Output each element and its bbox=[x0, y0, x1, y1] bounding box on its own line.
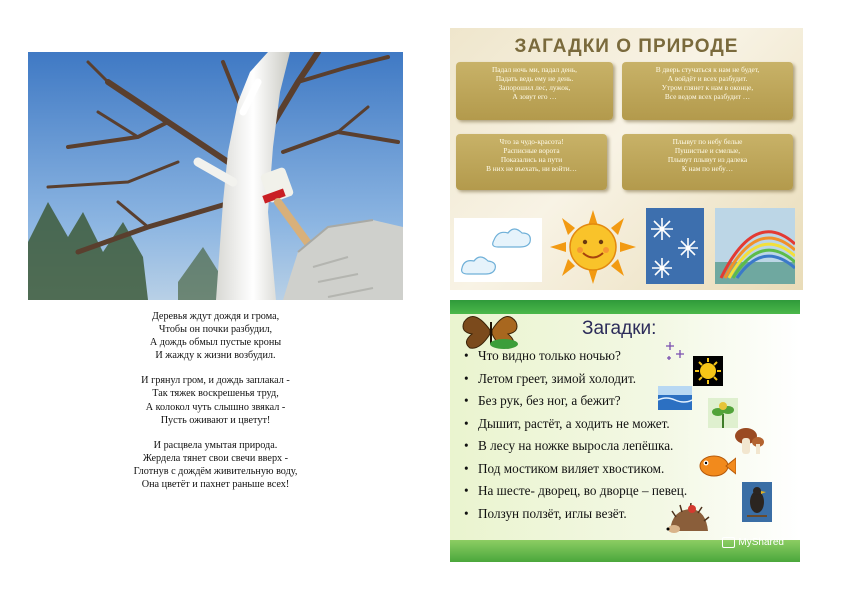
watermark-text: MyShared bbox=[738, 537, 784, 548]
list-item bbox=[464, 345, 687, 368]
poem-stanza-3 bbox=[28, 439, 403, 491]
poem-line: Жердела тянет свои свечи вверх - bbox=[142, 452, 289, 464]
poem-line: И грянул гром, и дождь заплакал - bbox=[141, 375, 290, 387]
poem-line: А дождь обмыл пустые кроны bbox=[149, 337, 282, 349]
riddle-box-rainbow bbox=[456, 134, 607, 190]
fish-icon bbox=[696, 450, 736, 482]
list-item-text: Летом греет, зимой холодит. bbox=[478, 370, 637, 386]
riddle-list bbox=[464, 345, 687, 525]
riddle-line: Запорошил лес, лужок, bbox=[498, 83, 571, 93]
riddles-card-title: ЗАГАДКИ О ПРИРОДЕ bbox=[514, 36, 739, 57]
list-item bbox=[464, 480, 687, 503]
riddle-line: Утром глянет к нам в оконце, bbox=[661, 83, 754, 93]
poem-stanza-2 bbox=[28, 374, 403, 426]
poem-line: Деревья ждут дождя и грома, bbox=[151, 311, 280, 322]
riddle-line: Что за чудо-красота! bbox=[499, 137, 564, 146]
riddle-box-snow bbox=[456, 62, 613, 120]
riddle-box-sun bbox=[622, 62, 793, 120]
riddle-line: К нам по небу… bbox=[681, 164, 734, 174]
list-item-text: В лесу на ножке выросла лепёшка. bbox=[478, 438, 674, 453]
slide-title: Загадки: bbox=[582, 318, 657, 339]
riddles-card bbox=[450, 28, 803, 290]
tree-whitewash-photo bbox=[28, 52, 403, 300]
riddle-line: Показались на пути bbox=[500, 155, 563, 165]
rainbow-icon bbox=[715, 208, 795, 284]
poem-line: А колокол чуть слышно звякал - bbox=[145, 401, 286, 413]
bullet: • bbox=[464, 460, 469, 476]
riddle-answer-pictures bbox=[450, 208, 803, 288]
riddle-line: Все ведом всех разбудит … bbox=[664, 92, 751, 102]
poem-line: Так тяжек воскрешенья труд, bbox=[152, 388, 279, 400]
snowflakes-icon bbox=[646, 208, 704, 284]
bullet: • bbox=[464, 348, 469, 363]
list-item bbox=[464, 390, 687, 413]
bullet: • bbox=[464, 370, 469, 386]
list-item bbox=[464, 368, 687, 391]
poem-line: И расцвела умытая природа. bbox=[153, 439, 278, 451]
bullet: • bbox=[464, 438, 469, 453]
mushroom-icon bbox=[733, 424, 765, 456]
hedgehog-icon bbox=[664, 503, 710, 539]
poem-stanza-1 bbox=[28, 310, 403, 362]
riddle-line: Пушистые и смелые, bbox=[674, 146, 741, 156]
list-item bbox=[464, 458, 687, 481]
riddle-line: А зовут его … bbox=[512, 92, 557, 102]
riddles-slide bbox=[450, 300, 800, 562]
riddle-line: Плывут плывут из далека bbox=[667, 155, 748, 165]
bullet: • bbox=[464, 483, 469, 498]
list-item-text: На шесте- дворец, во дворце – певец. bbox=[478, 483, 688, 498]
list-item-text: Ползун ползёт, иглы везёт. bbox=[478, 505, 627, 521]
tree-illustration bbox=[28, 52, 403, 300]
poem-line: Она цветёт и пахнет раньше всех! bbox=[141, 479, 290, 491]
bullet: • bbox=[464, 393, 469, 408]
poem-line: Глотнув с дождём живительную воду, bbox=[133, 465, 298, 477]
list-item-text: Под мостиком виляет хвостиком. bbox=[478, 460, 665, 476]
poem-line: И жажду к жизни возбудил. bbox=[155, 350, 276, 362]
list-item bbox=[464, 435, 687, 458]
cart-icon bbox=[722, 537, 735, 548]
list-item bbox=[464, 503, 687, 526]
poem-line: Чтобы он почки разбудил, bbox=[158, 324, 273, 336]
poem bbox=[28, 310, 403, 503]
riddle-line: Падал ночь ми, падал день, bbox=[492, 65, 577, 74]
list-item bbox=[464, 413, 687, 436]
riddle-line: Падать ведь ему не день. bbox=[495, 74, 574, 84]
riddle-box-clouds bbox=[622, 134, 793, 190]
list-item-text: Что видно только ночью? bbox=[478, 348, 621, 363]
riddle-line: Расписные ворота bbox=[503, 146, 560, 156]
poem-line: Пусть оживают и цветут! bbox=[160, 414, 271, 426]
watermark bbox=[722, 537, 784, 548]
list-item-text: Дышит, растёт, а ходить не может. bbox=[478, 415, 670, 431]
bullet: • bbox=[464, 505, 469, 521]
sun-icon bbox=[550, 210, 636, 284]
bird-icon bbox=[742, 482, 772, 522]
riddle-line: Плывут по небу белые bbox=[672, 137, 743, 146]
butterfly-icon bbox=[460, 308, 520, 350]
riddle-line: А войдёт и всех разбудит. bbox=[667, 74, 748, 84]
sun-small-icon bbox=[693, 356, 723, 386]
clouds-icon bbox=[454, 218, 542, 282]
list-item-text: Без рук, без ног, а бежит? bbox=[478, 393, 621, 408]
stars-icon bbox=[664, 340, 686, 362]
riddle-line: В дверь стучаться к нам не будет, bbox=[655, 65, 760, 74]
bullet: • bbox=[464, 415, 469, 431]
river-icon bbox=[658, 386, 692, 410]
riddle-line: В них не въехать, ни войти… bbox=[486, 164, 577, 174]
